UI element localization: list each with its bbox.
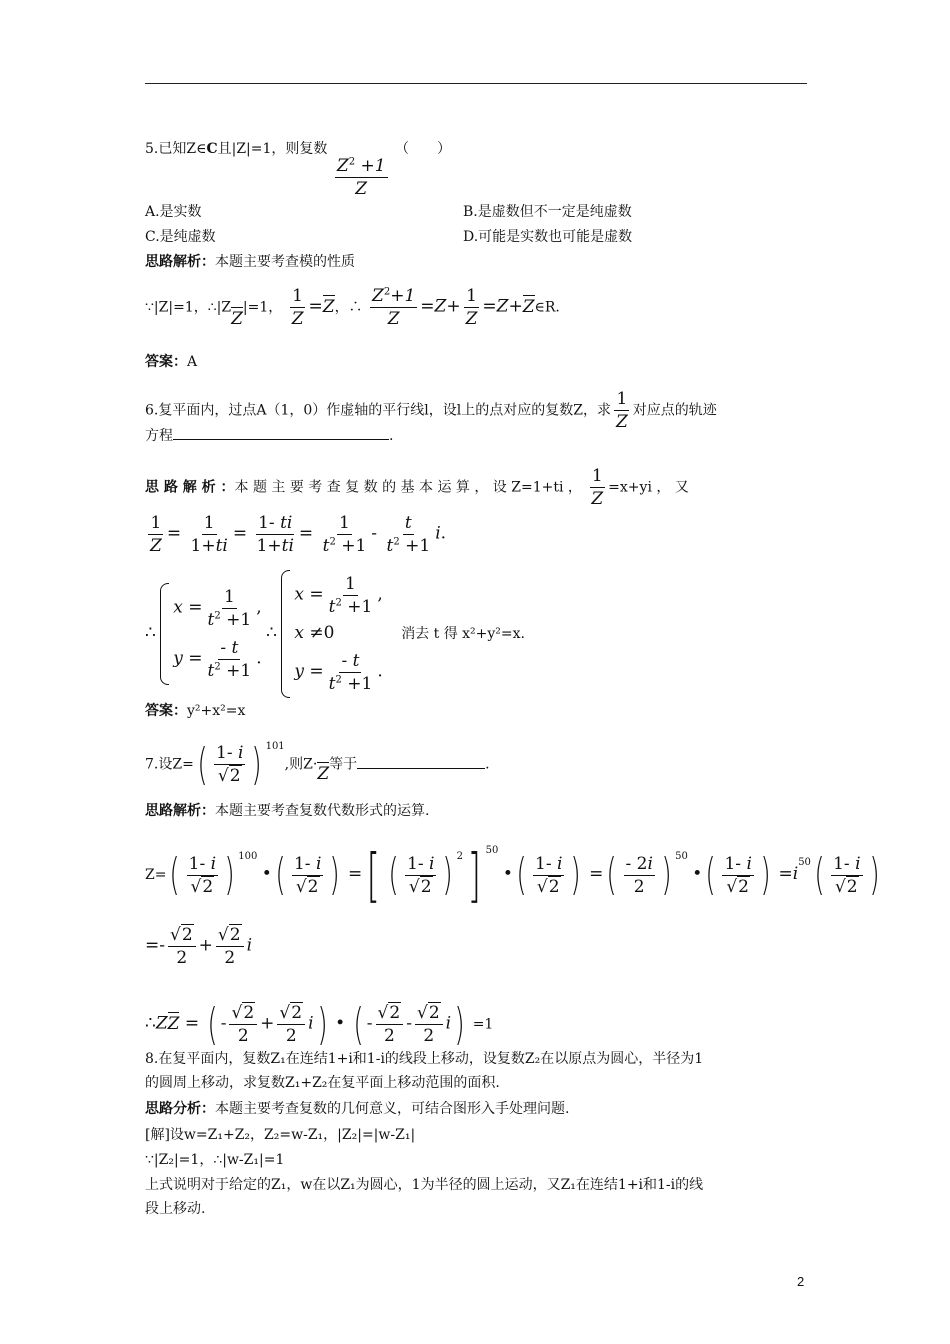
q8-stem-line1: 8.在复平面内，复数Z₁在连结1+i和1-i的线段上移动，设复数Z₂在以原点为圆心，半径为1 — [145, 1051, 704, 1067]
q7-stem: 7.设Z=( $\frac{1- i}{√2}$ ) $^{101}$,则Z·Z等于 . — [145, 738, 490, 790]
q8-solution-4: 段上移动. — [145, 1201, 206, 1217]
q7-derivation-3: ∴ZZ = ( - $\frac{√2}{2}$ + $\frac{√2}{2}$ i) • ( - $\frac{√2}{2}$ - $\frac{√2}{2}$ i) =1 — [145, 998, 494, 1050]
header-rule — [145, 83, 807, 84]
q6-derivation: $\frac{1}{Z}$ = $\frac{1}{1+ti}$ = $\frac{1- ti}{1+ti}$ = $\frac{1}{t^2 +1}$ - $\frac{t}{t^2 +1}$ i. — [150, 513, 447, 556]
q5-option-d: D.可能是实数也可能是虚数 — [463, 229, 633, 245]
page-number: 2 — [797, 1274, 805, 1289]
q8-solution-3: 上式说明对于给定的Z₁，w在以Z₁为圆心，1为半径的圆上运动，又Z₁在连结1+i和1-i的线 — [145, 1177, 704, 1193]
q6-analysis: 思 路 解 析 ：本 题 主 要 考 查 复 数 的 基 本 运 算 ， 设 Z=1+ti ， $\frac{1}{Z}$ =x+yi ， 又 — [145, 466, 689, 509]
q6-system: ∴ x = $\frac{1}{t^2 +1}$ , y = $\frac{- t}{t^2 +1}$ . ∴ x = $\frac{1}{t^2 +1}$ , x ≠0 y = $\frac{- t}{t^2 +1}$ . 消去 t 得 x²+y²=x. — [145, 570, 525, 698]
q5-analysis: 思路解析：本题主要考查模的性质 — [145, 254, 355, 270]
q6-stem: 6.复平面内，过点A（1，0）作虚轴的平行线l，设l上的点对应的复数Z，求 $\frac{1}{Z}$ 对应点的轨迹 — [145, 389, 717, 432]
q7-analysis: 思路解析：本题主要考查复数代数形式的运算. — [145, 803, 430, 819]
q8-analysis: 思路分析：本题主要考查复数的几何意义，可结合图形入手处理问题. — [145, 1101, 570, 1117]
q7-answer-blank — [357, 768, 485, 769]
q6-stem-line2: 方程 . — [145, 428, 394, 444]
q5-option-b: B.是虚数但不一定是纯虚数 — [463, 204, 632, 220]
q7-derivation-2: =- $\frac{√2}{2}$ + $\frac{√2}{2}$ i — [145, 925, 253, 968]
q5-solution: ∵|Z|=1，∴|ZZ|=1， $\frac{1}{Z}$ =Z，∴ $\frac{Z^2+1}{Z}$ =Z+ $\frac{1}{Z}$ =Z+Z∈R. — [145, 286, 560, 329]
q5-option-c: C.是纯虚数 — [145, 229, 216, 245]
q5-answer: 答案：A — [145, 354, 198, 370]
q8-stem-line2: 的圆周上移动，求复数Z₁+Z₂在复平面上移动范围的面积. — [145, 1075, 500, 1091]
q5-stem: 5.已知Z∈C且|Z|=1，则复数 $\frac{Z^2 +1}{Z}$ （ ） — [145, 141, 451, 199]
q8-solution-1: [解]设w=Z₁+Z₂，Z₂=w-Z₁，|Z₂|=|w-Z₁| — [145, 1127, 416, 1143]
q6-answer: 答案：y²+x²=x — [145, 703, 246, 719]
q7-derivation-1: Z=( $\frac{1- i}{√2}$ ) $^{100}$ •( $\frac{1- i}{√2}$ ) =[ ( $\frac{1- i}{√2}$ ) $^2$] $^{50}$ •( $\frac{1- i}{√2}$ ) =( $\frac{- 2i}{2}$ ) $^{50}$ •( $\frac{1- i}{√2}$ ) $=i^{50}$( $\frac{1- i}{√2}$ ) — [145, 841, 880, 909]
q5-fraction: $\frac{Z^2 +1}{Z}$ — [336, 156, 386, 199]
q5-option-a: A.是实数 — [145, 204, 202, 220]
q6-answer-blank — [173, 439, 389, 440]
q8-solution-2: ∵|Z₂|=1，∴|w-Z₁|=1 — [145, 1152, 285, 1168]
